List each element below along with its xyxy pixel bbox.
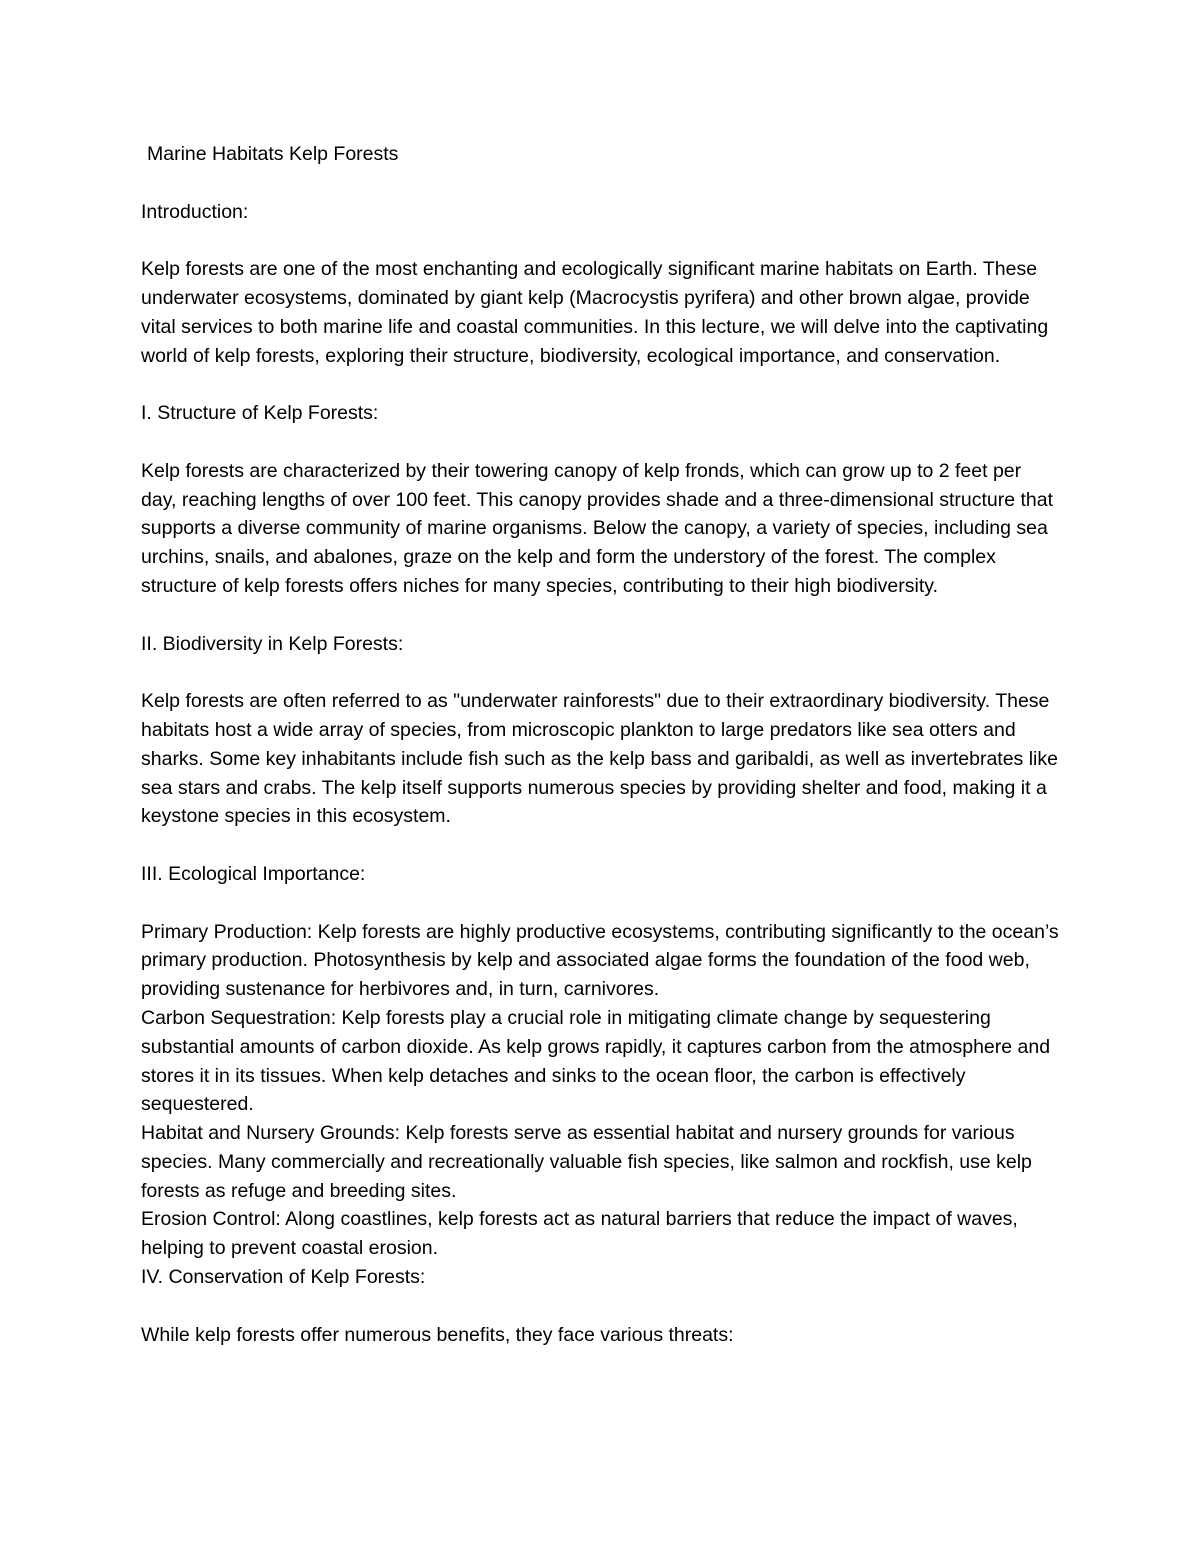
spacer xyxy=(141,1292,1061,1321)
spacer xyxy=(141,226,1061,255)
spacer xyxy=(141,370,1061,399)
spacer xyxy=(141,169,1061,198)
spacer xyxy=(141,889,1061,918)
ecological-item-carbon-sequestration: Carbon Sequestration: Kelp forests play a crucial role in mitigating climate change by sequestering substantial amounts of carbon dioxide. As kelp grows rapidly, it captures carbon from the atmosphere and stores it in its tissues. When kelp detaches and sinks to the ocean floor, the carbon is effectively sequestered. xyxy=(141,1006,1056,1116)
document-title: Marine Habitats Kelp Forests xyxy=(147,143,399,165)
conservation-heading: IV. Conservation of Kelp Forests: xyxy=(141,1266,426,1289)
spacer xyxy=(141,601,1061,630)
ecological-item-habitat-nursery: Habitat and Nursery Grounds: Kelp forests serve as essential habitat and nursery grounds for various species. Many commercially and recreationally valuable fish species, like salmon and rockfish, use kelp forests as refuge and breeding sites. xyxy=(141,1122,1038,1202)
structure-heading: I. Structure of Kelp Forests: xyxy=(141,402,379,425)
ecological-item-primary-production: Primary Production: Kelp forests are highly productive ecosystems, contributing significantly to the ocean’s primary production. Photosynthesis by kelp and associated algae forms the foundation of the food web, providing sustenance for herbivores and, in turn, carnivores. xyxy=(141,920,1065,1001)
spacer xyxy=(141,658,1061,687)
spacer xyxy=(141,831,1061,860)
biodiversity-heading: II. Biodiversity in Kelp Forests: xyxy=(141,632,404,655)
document-page xyxy=(141,140,1065,1349)
biodiversity-paragraph: Kelp forests are often referred to as "underwater rainforests" due to their extraordinary biodiversity. These habitats host a wide array of species, from microscopic plankton to large predators like sea otters and sharks. Some key inhabitants include fish such as the kelp bass and garibaldi, as well as invertebrates like sea stars and crabs. The kelp itself supports numerous species by providing shelter and food, making it a keystone species in this ecosystem. xyxy=(141,690,1064,828)
intro-heading: Introduction: xyxy=(141,200,249,223)
spacer xyxy=(141,428,1061,457)
ecological-heading: III. Ecological Importance: xyxy=(141,862,366,885)
intro-paragraph: Kelp forests are one of the most enchanting and ecologically significant marine habitats on Earth. These underwater ecosystems, dominated by giant kelp (Macrocystis pyrifera) and other brown algae, provide vital services to both marine life and coastal communities. In this lecture, we will delve into the captivating world of kelp forests, exploring their structure, biodiversity, ecological importance, and conservation. xyxy=(141,258,1054,367)
conservation-paragraph: While kelp forests offer numerous benefits, they face various threats: xyxy=(141,1323,734,1346)
structure-paragraph: Kelp forests are characterized by their towering canopy of kelp fronds, which can grow up to 2 feet per day, reaching lengths of over 100 feet. This canopy provides shade and a three-dimensional structure that supports a diverse community of marine organisms. Below the canopy, a variety of species, including sea urchins, snails, and abalones, graze on the kelp and form the understory of the forest. The complex structure of kelp forests offers niches for many species, contributing to their high biodiversity. xyxy=(141,459,1059,597)
ecological-item-erosion-control: Erosion Control: Along coastlines, kelp forests act as natural barriers that reduce the impact of waves, helping to prevent coastal erosion. xyxy=(141,1208,1024,1260)
